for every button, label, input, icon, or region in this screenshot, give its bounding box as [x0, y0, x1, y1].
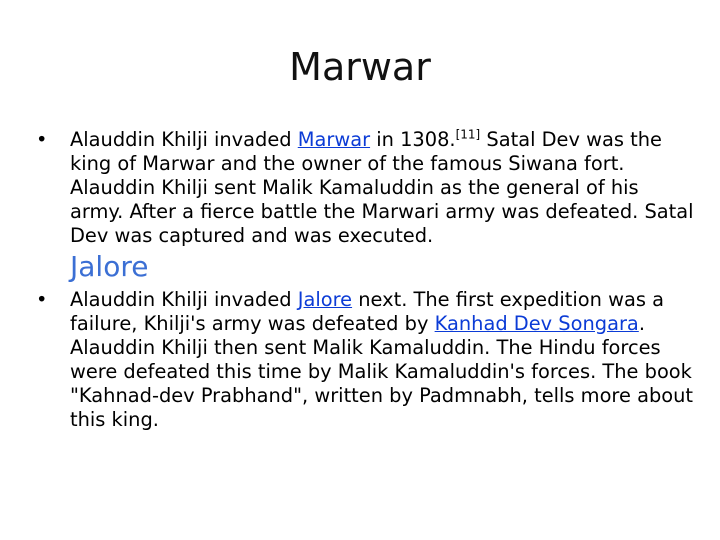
link-kanhad-dev-songara[interactable]: Kanhad Dev Songara — [434, 312, 639, 335]
text-segment: in 1308. — [370, 128, 456, 151]
text-segment: Alauddin Khilji invaded — [70, 288, 298, 311]
text-segment: next. The first expedition was a failure, Khilji's army was defeated by — [70, 288, 665, 335]
subheading-jalore: Jalore — [70, 250, 149, 283]
link-marwar[interactable]: Marwar — [297, 128, 371, 151]
slide-title: Marwar — [289, 45, 431, 89]
bullet-dot: • — [36, 128, 48, 151]
bullet-jalore — [36, 288, 696, 432]
bullet-marwar — [36, 128, 696, 248]
text-segment: Alauddin Khilji invaded — [70, 128, 298, 151]
text-segment: Satal Dev was the king of Marwar and the owner of the famous Siwana fort. Alauddin Khilji sent Malik Kamaluddin as the general of his army. After a fierce battle the Marwari army was defeated. Satal Dev was captured and was executed. — [70, 128, 694, 247]
bullet-dot: • — [36, 288, 48, 311]
citation-ref[interactable]: [11] — [455, 127, 481, 142]
text-segment: . Alauddin Khilji then sent Malik Kamaluddin. The Hindu forces were defeated this time by Malik Kamaluddin's forces. The book "Kahnad-dev Prabhand", written by Padmnabh, tells more about this king. — [70, 312, 694, 431]
bullet-text-marwar — [70, 128, 696, 248]
link-jalore[interactable]: Jalore — [297, 288, 353, 311]
bullet-text-jalore — [70, 288, 696, 432]
